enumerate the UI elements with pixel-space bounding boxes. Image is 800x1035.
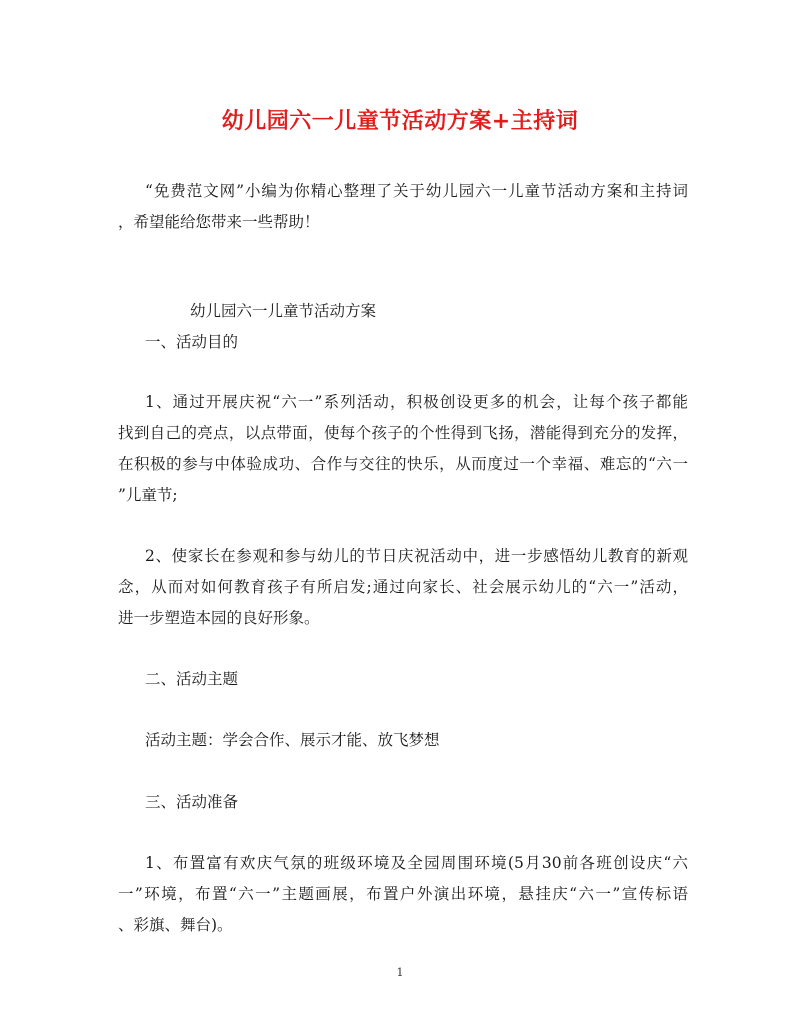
prep-p1-line-2: 一”环境，布置“六一”主题画展，布置户外演出环境，悬挂庆“六一”宣传标语 xyxy=(118,885,688,903)
theme-text: 活动主题：学会合作、展示才能、放飞梦想 xyxy=(145,731,440,749)
intro-line-1: “免费范文网”小编为你精心整理了关于幼儿园六一儿童节活动方案和主持词 xyxy=(145,182,688,200)
goal-p1-line-3: 在积极的参与中体验成功、合作与交往的快乐，从而度过一个幸福、难忘的“六一 xyxy=(118,455,688,473)
document-title: 幼儿园六一儿童节活动方案+主持词 xyxy=(221,109,579,134)
theme-heading: 二、活动主题 xyxy=(145,670,239,688)
intro-line-2: ，希望能给您带来一些帮助！ xyxy=(118,213,320,231)
goal-p1-line-4: ”儿童节; xyxy=(118,486,178,504)
goal-p2-line-2: 念，从而对如何教育孩子有所启发;通过向家长、社会展示幼儿的“六一”活动， xyxy=(118,578,688,596)
goal-p1-line-1: 1、通过开展庆祝“六一”系列活动，积极创设更多的机会，让每个孩子都能 xyxy=(145,393,688,411)
goal-p1-line-2: 找到自己的亮点，以点带面，使每个孩子的个性得到飞扬，潜能得到充分的发挥， xyxy=(118,424,688,442)
section-subtitle: 幼儿园六一儿童节活动方案 xyxy=(190,302,377,320)
goal-p2-line-1: 2、使家长在参观和参与幼儿的节日庆祝活动中，进一步感悟幼儿教育的新观 xyxy=(145,547,688,565)
prep-p1-line-1: 1、布置富有欢庆气氛的班级环境及全园周围环境(5月30前各班创设庆“六 xyxy=(145,854,688,872)
prep-heading: 三、活动准备 xyxy=(145,793,239,811)
goal-p2-line-3: 进一步塑造本园的良好形象。 xyxy=(118,609,320,627)
prep-p1-line-3: 、彩旗、舞台)。 xyxy=(118,916,233,934)
goal-heading: 一、活动目的 xyxy=(145,333,239,351)
page-number: 1 xyxy=(396,966,404,979)
